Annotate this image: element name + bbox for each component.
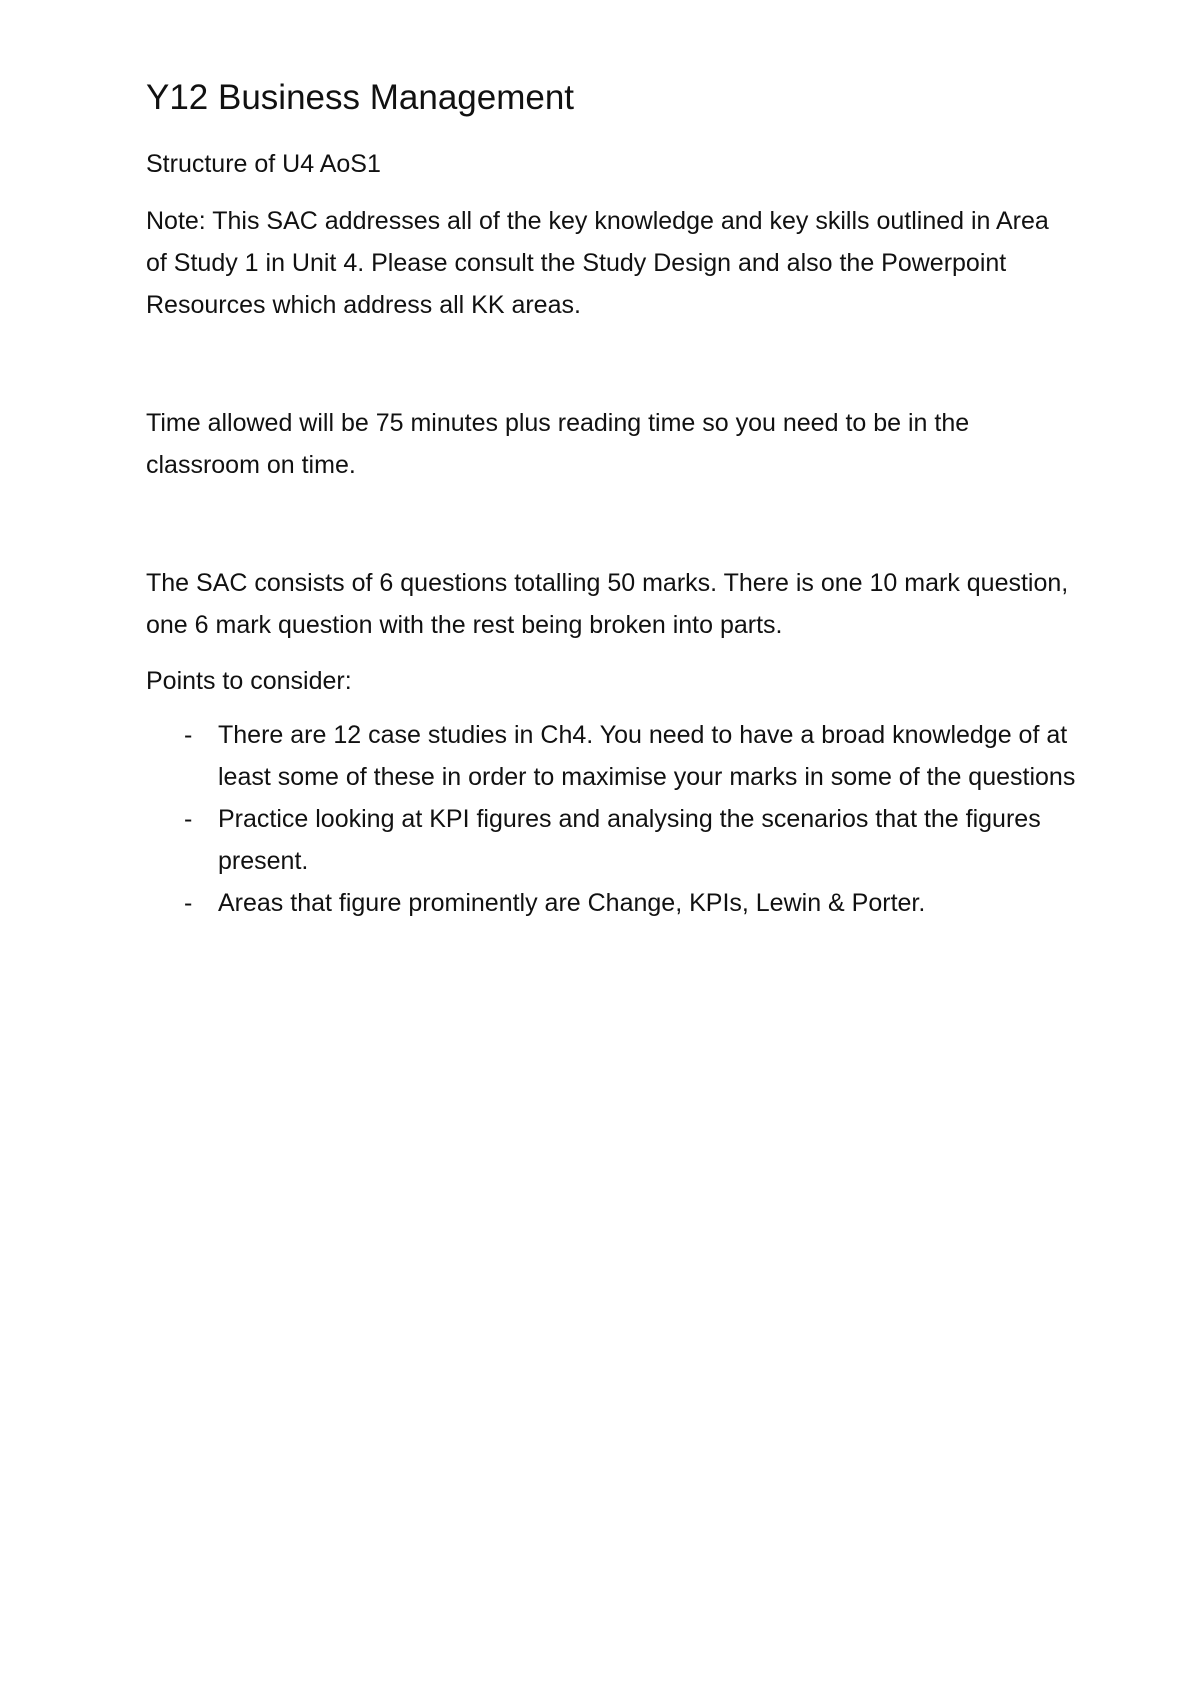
bullet-dash: - [184, 889, 193, 917]
list-item [146, 882, 1076, 924]
bullet-dash: - [184, 721, 193, 749]
points-heading: Points to consider: [146, 667, 352, 695]
note-paragraph: Note: This SAC addresses all of the key knowledge and key skills outlined in Area of Study 1 in Unit 4. Please consult the Study Design and also the Powerpoint Resources which address all KK areas. [146, 207, 1049, 319]
spacer [146, 326, 1076, 402]
sac-structure-paragraph: The SAC consists of 6 questions totalling 50 marks. There is one 10 mark question, one 6 mark question with the rest being broken into parts. [146, 569, 1069, 639]
points-list [146, 714, 1076, 924]
spacer [146, 646, 1076, 660]
document-subtitle: Structure of U4 AoS1 [146, 150, 381, 178]
point-text: There are 12 case studies in Ch4. You need to have a broad knowledge of at least some of these in order to maximise your marks in some of the questions [218, 721, 1076, 791]
point-text: Areas that figure prominently are Change, KPIs, Lewin & Porter. [218, 889, 926, 917]
bullet-dash: - [184, 805, 193, 833]
list-item [146, 714, 1076, 798]
document-title: Y12 Business Management [146, 78, 575, 117]
document-body [146, 74, 1076, 924]
point-text: Practice looking at KPI figures and analysing the scenarios that the figures present. [218, 805, 1041, 875]
spacer [146, 486, 1076, 562]
time-allowed-paragraph: Time allowed will be 75 minutes plus reading time so you need to be in the classroom on time. [146, 409, 970, 479]
list-item [146, 798, 1076, 882]
